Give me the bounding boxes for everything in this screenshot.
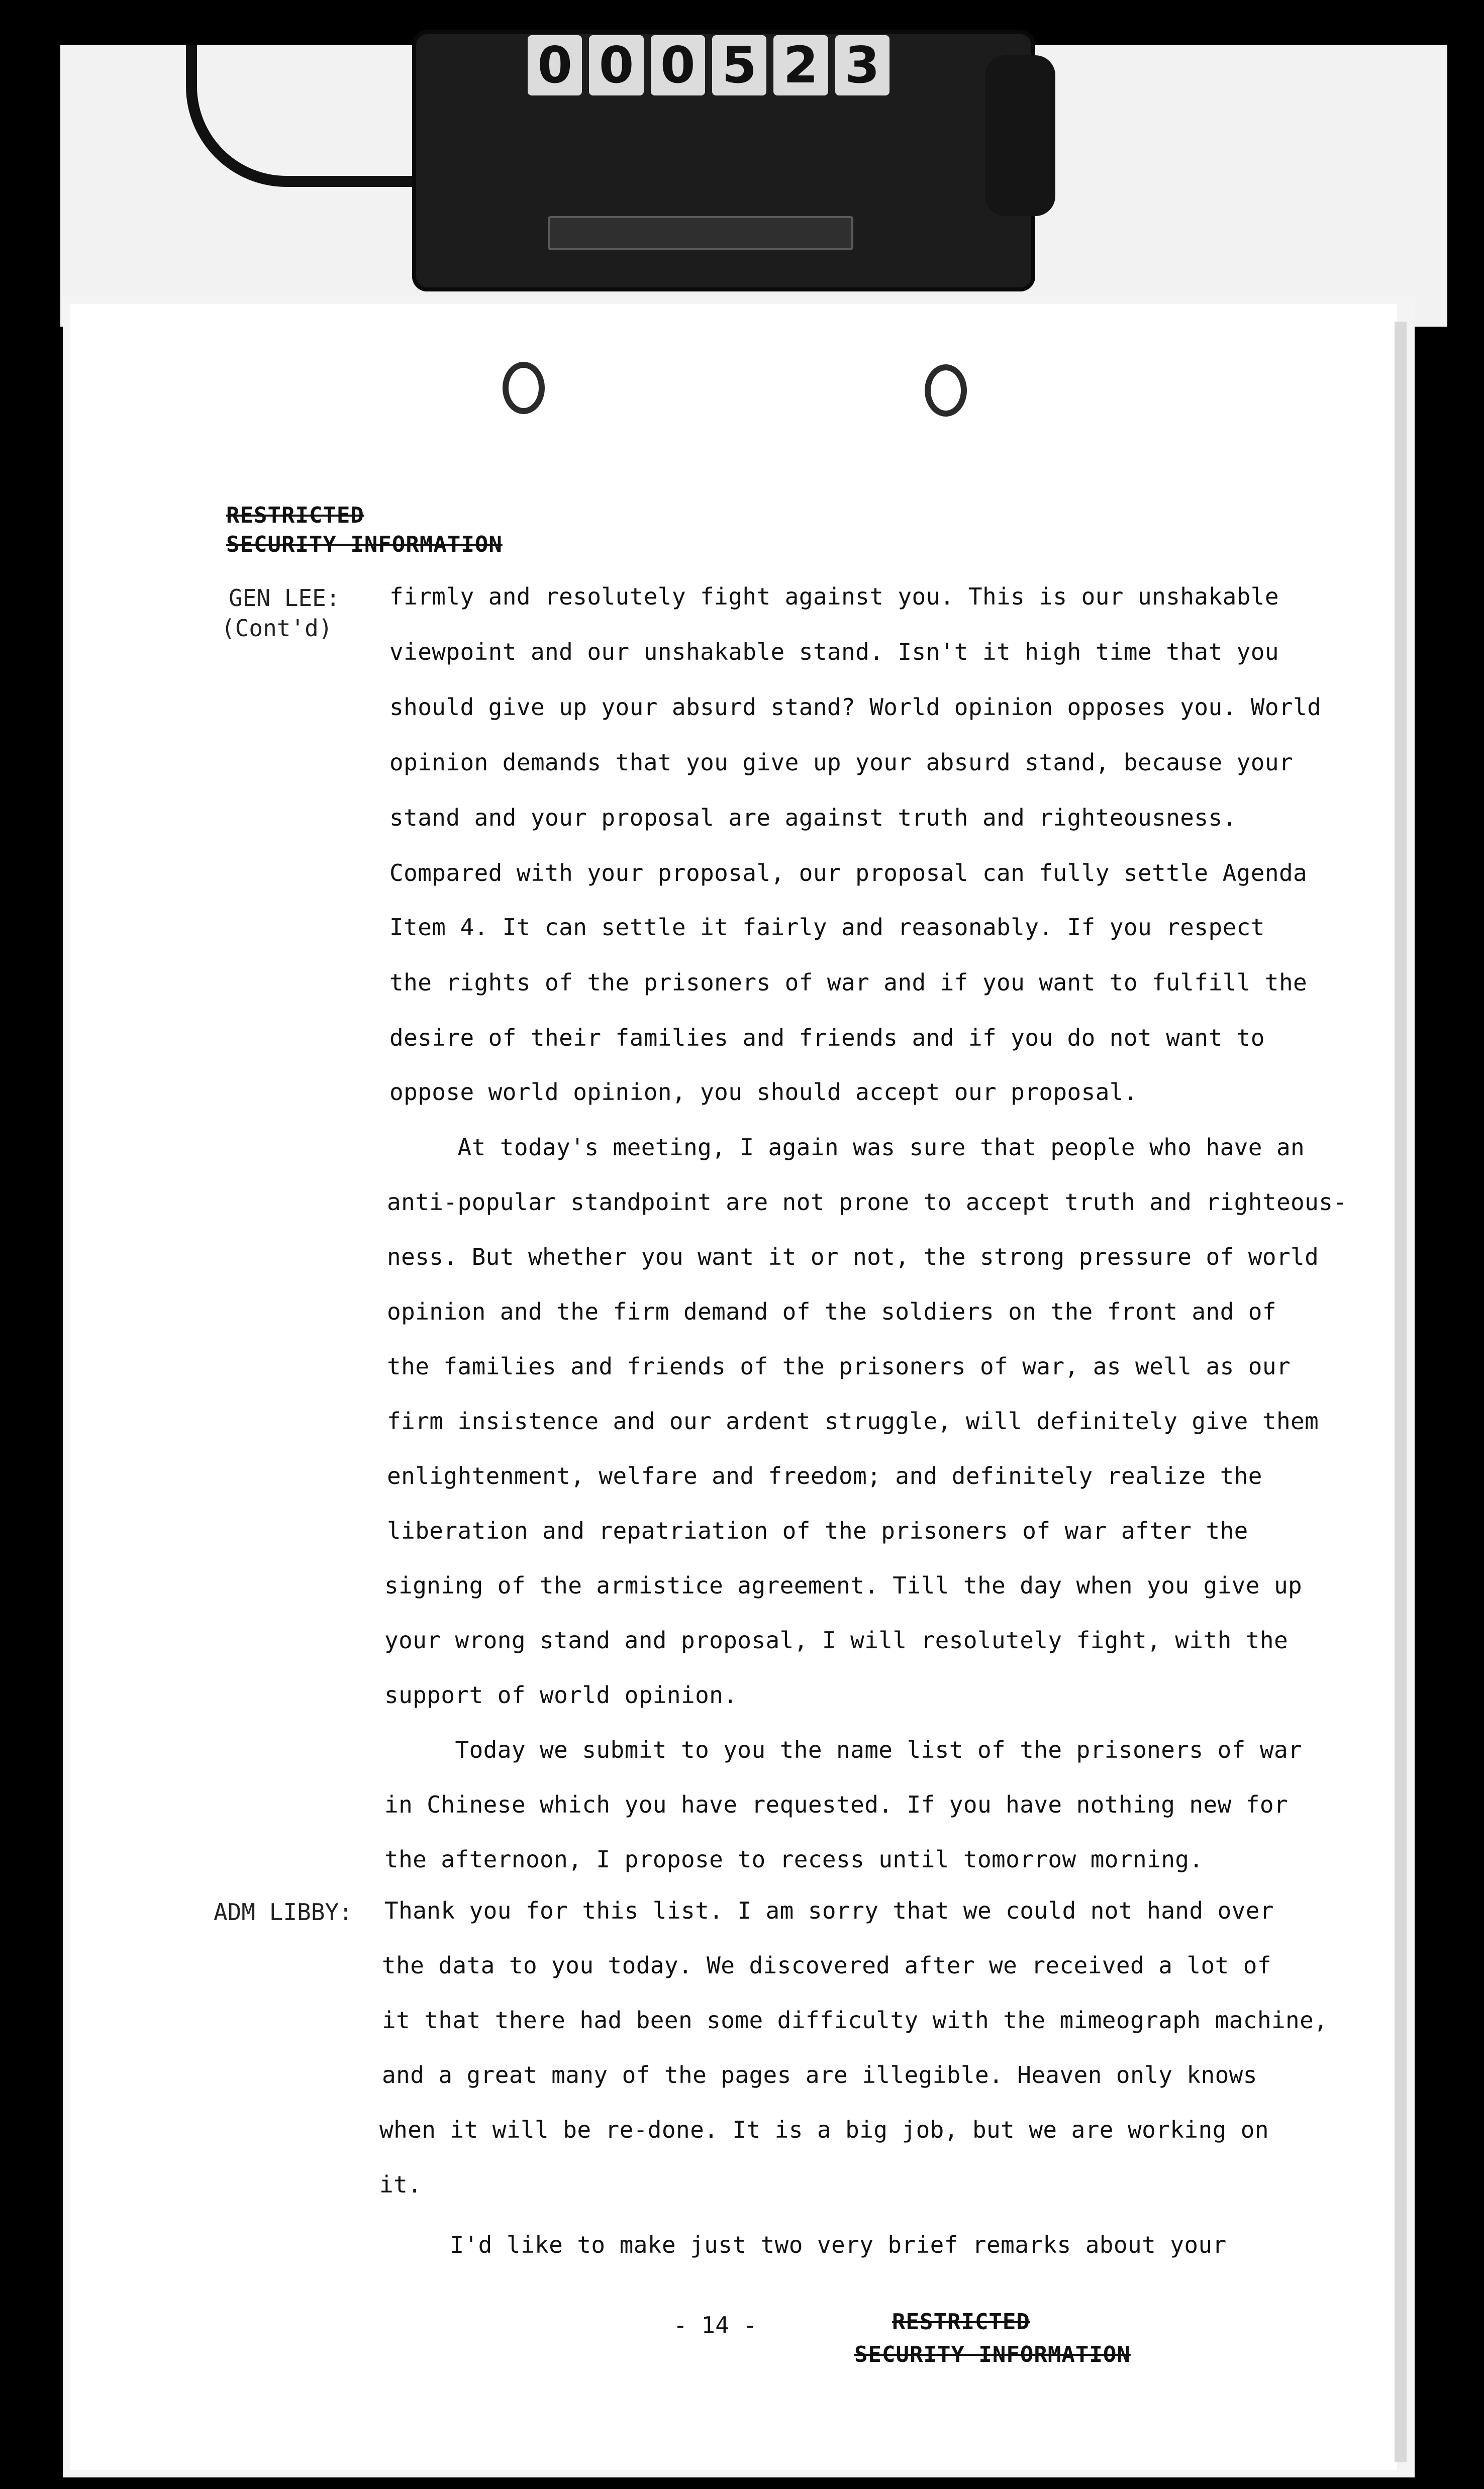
page-number: - 14 - — [673, 2312, 757, 2339]
text-line: opinion demands that you give up your absurd stand, because your — [389, 749, 1294, 776]
text-line: At today's meeting, I again was sure that people who have an — [387, 1134, 1305, 1161]
classification-stamp-top: RESTRICTED — [226, 503, 364, 528]
text-line: Today we submit to you the name list of the prisoners of war — [384, 1736, 1303, 1763]
text-line: it that there had been some difficulty with the mimeograph machine, — [382, 2007, 1328, 2034]
text-line: opinion and the firm demand of the soldiers on the front and of — [387, 1298, 1276, 1325]
counter-digit: 0 — [589, 35, 643, 95]
text-line: firmly and resolutely fight against you. This is our unshakable — [389, 583, 1279, 610]
text-line: Item 4. It can settle it fairly and reasonably. If you respect — [389, 914, 1265, 941]
text-line: I'd like to make just two very brief remarks about your — [379, 2231, 1227, 2258]
text-line: the data to you today. We discovered after we received a lot of — [382, 1952, 1271, 1979]
text-line: desire of their families and friends and if you do not want to — [389, 1024, 1265, 1051]
text-line: support of world opinion. — [384, 1681, 738, 1709]
speaker-adm-libby: ADM LIBBY: — [214, 1899, 353, 1926]
text-line: in Chinese which you have requested. If you have nothing new for — [384, 1791, 1289, 1818]
counter-digit: 0 — [528, 35, 582, 95]
text-line: enlightenment, welfare and freedom; and definitely realize the — [387, 1462, 1262, 1489]
counter-digit: 2 — [773, 35, 828, 95]
paper-edge — [1395, 322, 1407, 2462]
text-line: the families and friends of the prisoners of war, as well as our — [387, 1353, 1291, 1380]
counter-digit: 5 — [712, 35, 766, 95]
text-line: the afternoon, I propose to recess until tomorrow morning. — [384, 1846, 1204, 1873]
text-line: stand and your proposal are against truth and righteousness. — [389, 804, 1237, 831]
speaker-gen-lee: GEN LEE: — [229, 584, 340, 612]
text-line: when it will be re-done. It is a big job, but we are working on — [379, 2116, 1269, 2143]
text-line: it. — [379, 2171, 422, 2198]
counter-knob — [985, 55, 1055, 216]
text-line: liberation and repatriation of the prisoners of war after the — [387, 1517, 1248, 1544]
counter-digit: 3 — [835, 35, 889, 95]
text-line: signing of the armistice agreement. Till the day when you give up — [384, 1572, 1303, 1599]
text-line: should give up your absurd stand? World opinion opposes you. World — [389, 693, 1322, 721]
punch-hole-right — [925, 364, 967, 417]
security-stamp-bottom: SECURITY INFORMATION — [854, 2342, 1131, 2367]
text-line: oppose world opinion, you should accept our proposal. — [389, 1078, 1138, 1106]
classification-stamp-bottom: RESTRICTED — [892, 2309, 1030, 2335]
text-line: viewpoint and our unshakable stand. Isn't it high time that you — [389, 638, 1279, 665]
speaker-gen-lee-continued: (Cont'd) — [221, 615, 333, 642]
text-line: Compared with your proposal, our proposal can fully settle Agenda — [389, 859, 1308, 886]
counter-digit: 0 — [651, 35, 705, 95]
security-stamp-top: SECURITY INFORMATION — [226, 532, 503, 557]
text-line: your wrong stand and proposal, I will resolutely fight, with the — [384, 1627, 1289, 1654]
text-line: and a great many of the pages are illegible. Heaven only knows — [382, 2061, 1257, 2088]
text-line: anti-popular standpoint are not prone to accept truth and righteous- — [387, 1188, 1347, 1216]
text-line: Thank you for this list. I am sorry that we could not hand over — [384, 1897, 1274, 1924]
text-line: firm insistence and our ardent struggle, will definitely give them — [387, 1408, 1319, 1435]
text-line: ness. But whether you want it or not, the strong pressure of world — [387, 1243, 1319, 1270]
text-line: the rights of the prisoners of war and if you want to fulfill the — [389, 969, 1308, 996]
punch-hole-left — [503, 362, 545, 414]
frame-counter — [528, 35, 889, 95]
counter-nameplate — [548, 216, 853, 250]
